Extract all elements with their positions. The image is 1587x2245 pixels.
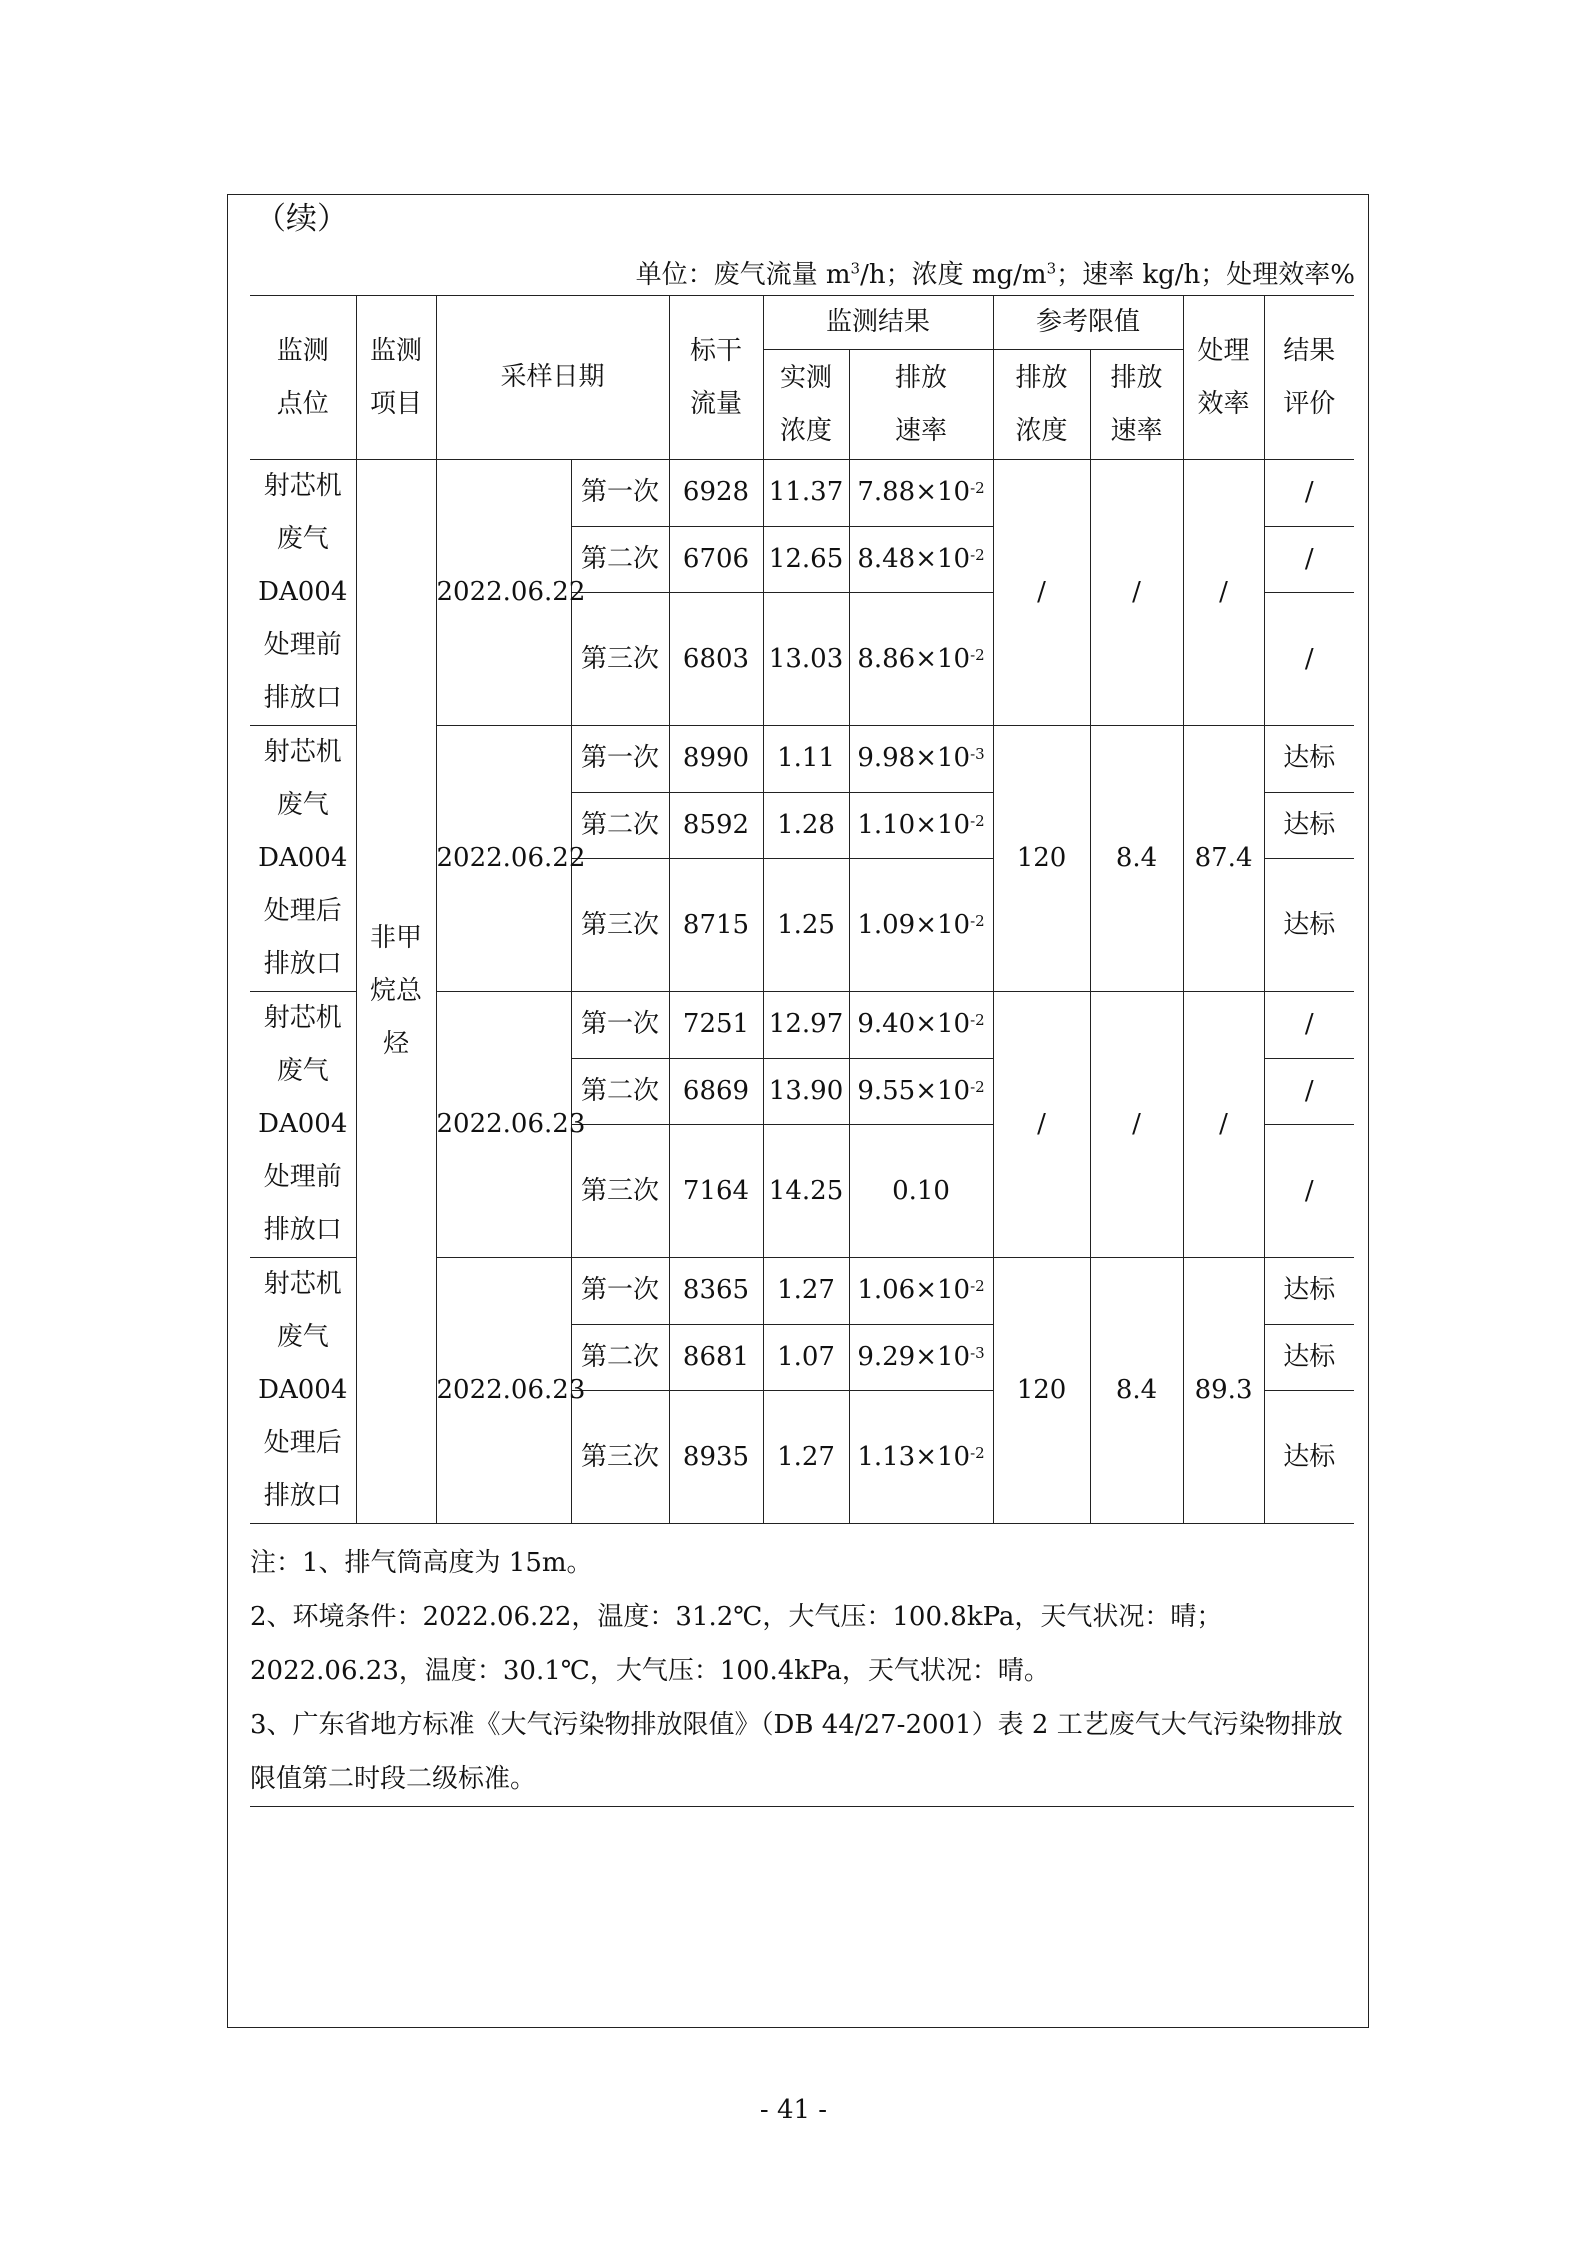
units-line: 单位：废气流量 $m^3/h$；浓度 $mg/m^3$；速率 kg/h；处理效率%	[635, 259, 1355, 290]
location-cell: 射芯机 废气 DA004 处理后 排放口	[250, 726, 356, 992]
flow-value: 8592	[669, 792, 763, 859]
run-label: 第三次	[571, 1125, 669, 1258]
emission-rate-value: $1.13\times 10^{-2}$	[849, 1391, 993, 1524]
flow-value: 8365	[669, 1258, 763, 1325]
concentration-value: 14.25	[763, 1125, 849, 1258]
evaluation-value: 达标	[1264, 792, 1354, 859]
run-label: 第二次	[571, 792, 669, 859]
evaluation-value: 达标	[1264, 726, 1354, 793]
flow-value: 6869	[669, 1058, 763, 1125]
flow-value: 8990	[669, 726, 763, 793]
limit-conc-value: 120	[993, 726, 1090, 992]
emission-rate-value: $1.06\times 10^{-2}$	[849, 1258, 993, 1325]
evaluation-value: /	[1264, 593, 1354, 726]
emission-rate-value: 0.10	[849, 1125, 993, 1258]
concentration-value: 1.07	[763, 1324, 849, 1391]
flow-value: 8681	[669, 1324, 763, 1391]
emission-rate-value: $8.86\times 10^{-2}$	[849, 593, 993, 726]
evaluation-value: /	[1264, 526, 1354, 593]
limit-rate-value: /	[1090, 460, 1183, 726]
concentration-value: 1.25	[763, 859, 849, 992]
concentration-value: 1.11	[763, 726, 849, 793]
evaluation-value: 达标	[1264, 859, 1354, 992]
monitoring-table	[250, 295, 1354, 1524]
concentration-value: 1.27	[763, 1391, 849, 1524]
efficiency-value: 89.3	[1183, 1258, 1264, 1524]
efficiency-value: /	[1183, 992, 1264, 1258]
flow-value: 6803	[669, 593, 763, 726]
emission-rate-value: $1.10\times 10^{-2}$	[849, 792, 993, 859]
header-efficiency: 处理 效率	[1183, 296, 1264, 460]
limit-rate-value: 8.4	[1090, 1258, 1183, 1524]
emission-rate-value: $7.88\times 10^{-2}$	[849, 460, 993, 527]
flow-value: 8935	[669, 1391, 763, 1524]
sampling-date: 2022.06.23	[436, 1258, 571, 1524]
limit-conc-value: 120	[993, 1258, 1090, 1524]
concentration-value: 12.65	[763, 526, 849, 593]
emission-rate-value: $1.09\times 10^{-2}$	[849, 859, 993, 992]
note-2: 2、环境条件：2022.06.22，温度：31.2℃，大气压：100.8kPa，天气状况：晴；2022.06.23，温度：30.1℃，大气压：100.4kPa，天气状况：晴。	[250, 1602, 1223, 1686]
note-3: 3、广东省地方标准《大气污染物排放限值》（DB 44/27-2001）表 2 工艺废气大气污染物排放限值第二时段二级标准。	[250, 1710, 1343, 1794]
concentration-value: 11.37	[763, 460, 849, 527]
emission-rate-value: $9.40\times 10^{-2}$	[849, 992, 993, 1059]
emission-rate-value: $9.29\times 10^{-3}$	[849, 1324, 993, 1391]
evaluation-value: /	[1264, 460, 1354, 527]
note-1: 注：1、排气筒高度为 15m。	[250, 1548, 593, 1578]
evaluation-value: 达标	[1264, 1258, 1354, 1325]
header-results: 监测结果	[763, 296, 993, 350]
run-label: 第三次	[571, 1391, 669, 1524]
run-label: 第一次	[571, 1258, 669, 1325]
concentration-value: 13.90	[763, 1058, 849, 1125]
header-limits: 参考限值	[993, 296, 1183, 350]
evaluation-value: /	[1264, 992, 1354, 1059]
sampling-date: 2022.06.22	[436, 726, 571, 992]
header-limit-conc: 排放 浓度	[993, 350, 1090, 460]
efficiency-value: 87.4	[1183, 726, 1264, 992]
sampling-date: 2022.06.22	[436, 460, 571, 726]
run-label: 第二次	[571, 1058, 669, 1125]
run-label: 第一次	[571, 992, 669, 1059]
header-emission-rate: 排放 速率	[849, 350, 993, 460]
table-row	[250, 460, 1354, 527]
concentration-value: 1.28	[763, 792, 849, 859]
header-location: 监测 点位	[250, 296, 356, 460]
header-measured-conc: 实测 浓度	[763, 350, 849, 460]
run-label: 第一次	[571, 726, 669, 793]
run-label: 第一次	[571, 460, 669, 527]
flow-value: 7164	[669, 1125, 763, 1258]
evaluation-value: 达标	[1264, 1391, 1354, 1524]
evaluation-value: /	[1264, 1058, 1354, 1125]
page-number: - 41 -	[759, 2095, 828, 2125]
location-cell: 射芯机 废气 DA004 处理后 排放口	[250, 1258, 356, 1524]
continued-label: （续）	[255, 201, 348, 237]
header-item: 监测 项目	[356, 296, 436, 460]
limit-rate-value: /	[1090, 992, 1183, 1258]
run-label: 第二次	[571, 526, 669, 593]
location-cell: 射芯机 废气 DA004 处理前 排放口	[250, 460, 356, 726]
flow-value: 6928	[669, 460, 763, 527]
efficiency-value: /	[1183, 460, 1264, 726]
header-evaluation: 结果 评价	[1264, 296, 1354, 460]
emission-rate-value: $8.48\times 10^{-2}$	[849, 526, 993, 593]
concentration-value: 13.03	[763, 593, 849, 726]
limit-conc-value: /	[993, 992, 1090, 1258]
emission-rate-value: $9.98\times 10^{-3}$	[849, 726, 993, 793]
header-limit-rate: 排放 速率	[1090, 350, 1183, 460]
monitoring-item-cell: 非甲 烷总 烃	[356, 460, 436, 1524]
limit-conc-value: /	[993, 460, 1090, 726]
notes	[250, 1536, 1354, 1807]
evaluation-value: 达标	[1264, 1324, 1354, 1391]
run-label: 第三次	[571, 593, 669, 726]
emission-rate-value: $9.55\times 10^{-2}$	[849, 1058, 993, 1125]
limit-rate-value: 8.4	[1090, 726, 1183, 992]
header-date: 采样日期	[436, 296, 669, 460]
flow-value: 7251	[669, 992, 763, 1059]
concentration-value: 1.27	[763, 1258, 849, 1325]
flow-value: 6706	[669, 526, 763, 593]
sampling-date: 2022.06.23	[436, 992, 571, 1258]
header-flow: 标干 流量	[669, 296, 763, 460]
location-cell: 射芯机 废气 DA004 处理前 排放口	[250, 992, 356, 1258]
run-label: 第三次	[571, 859, 669, 992]
flow-value: 8715	[669, 859, 763, 992]
concentration-value: 12.97	[763, 992, 849, 1059]
evaluation-value: /	[1264, 1125, 1354, 1258]
run-label: 第二次	[571, 1324, 669, 1391]
